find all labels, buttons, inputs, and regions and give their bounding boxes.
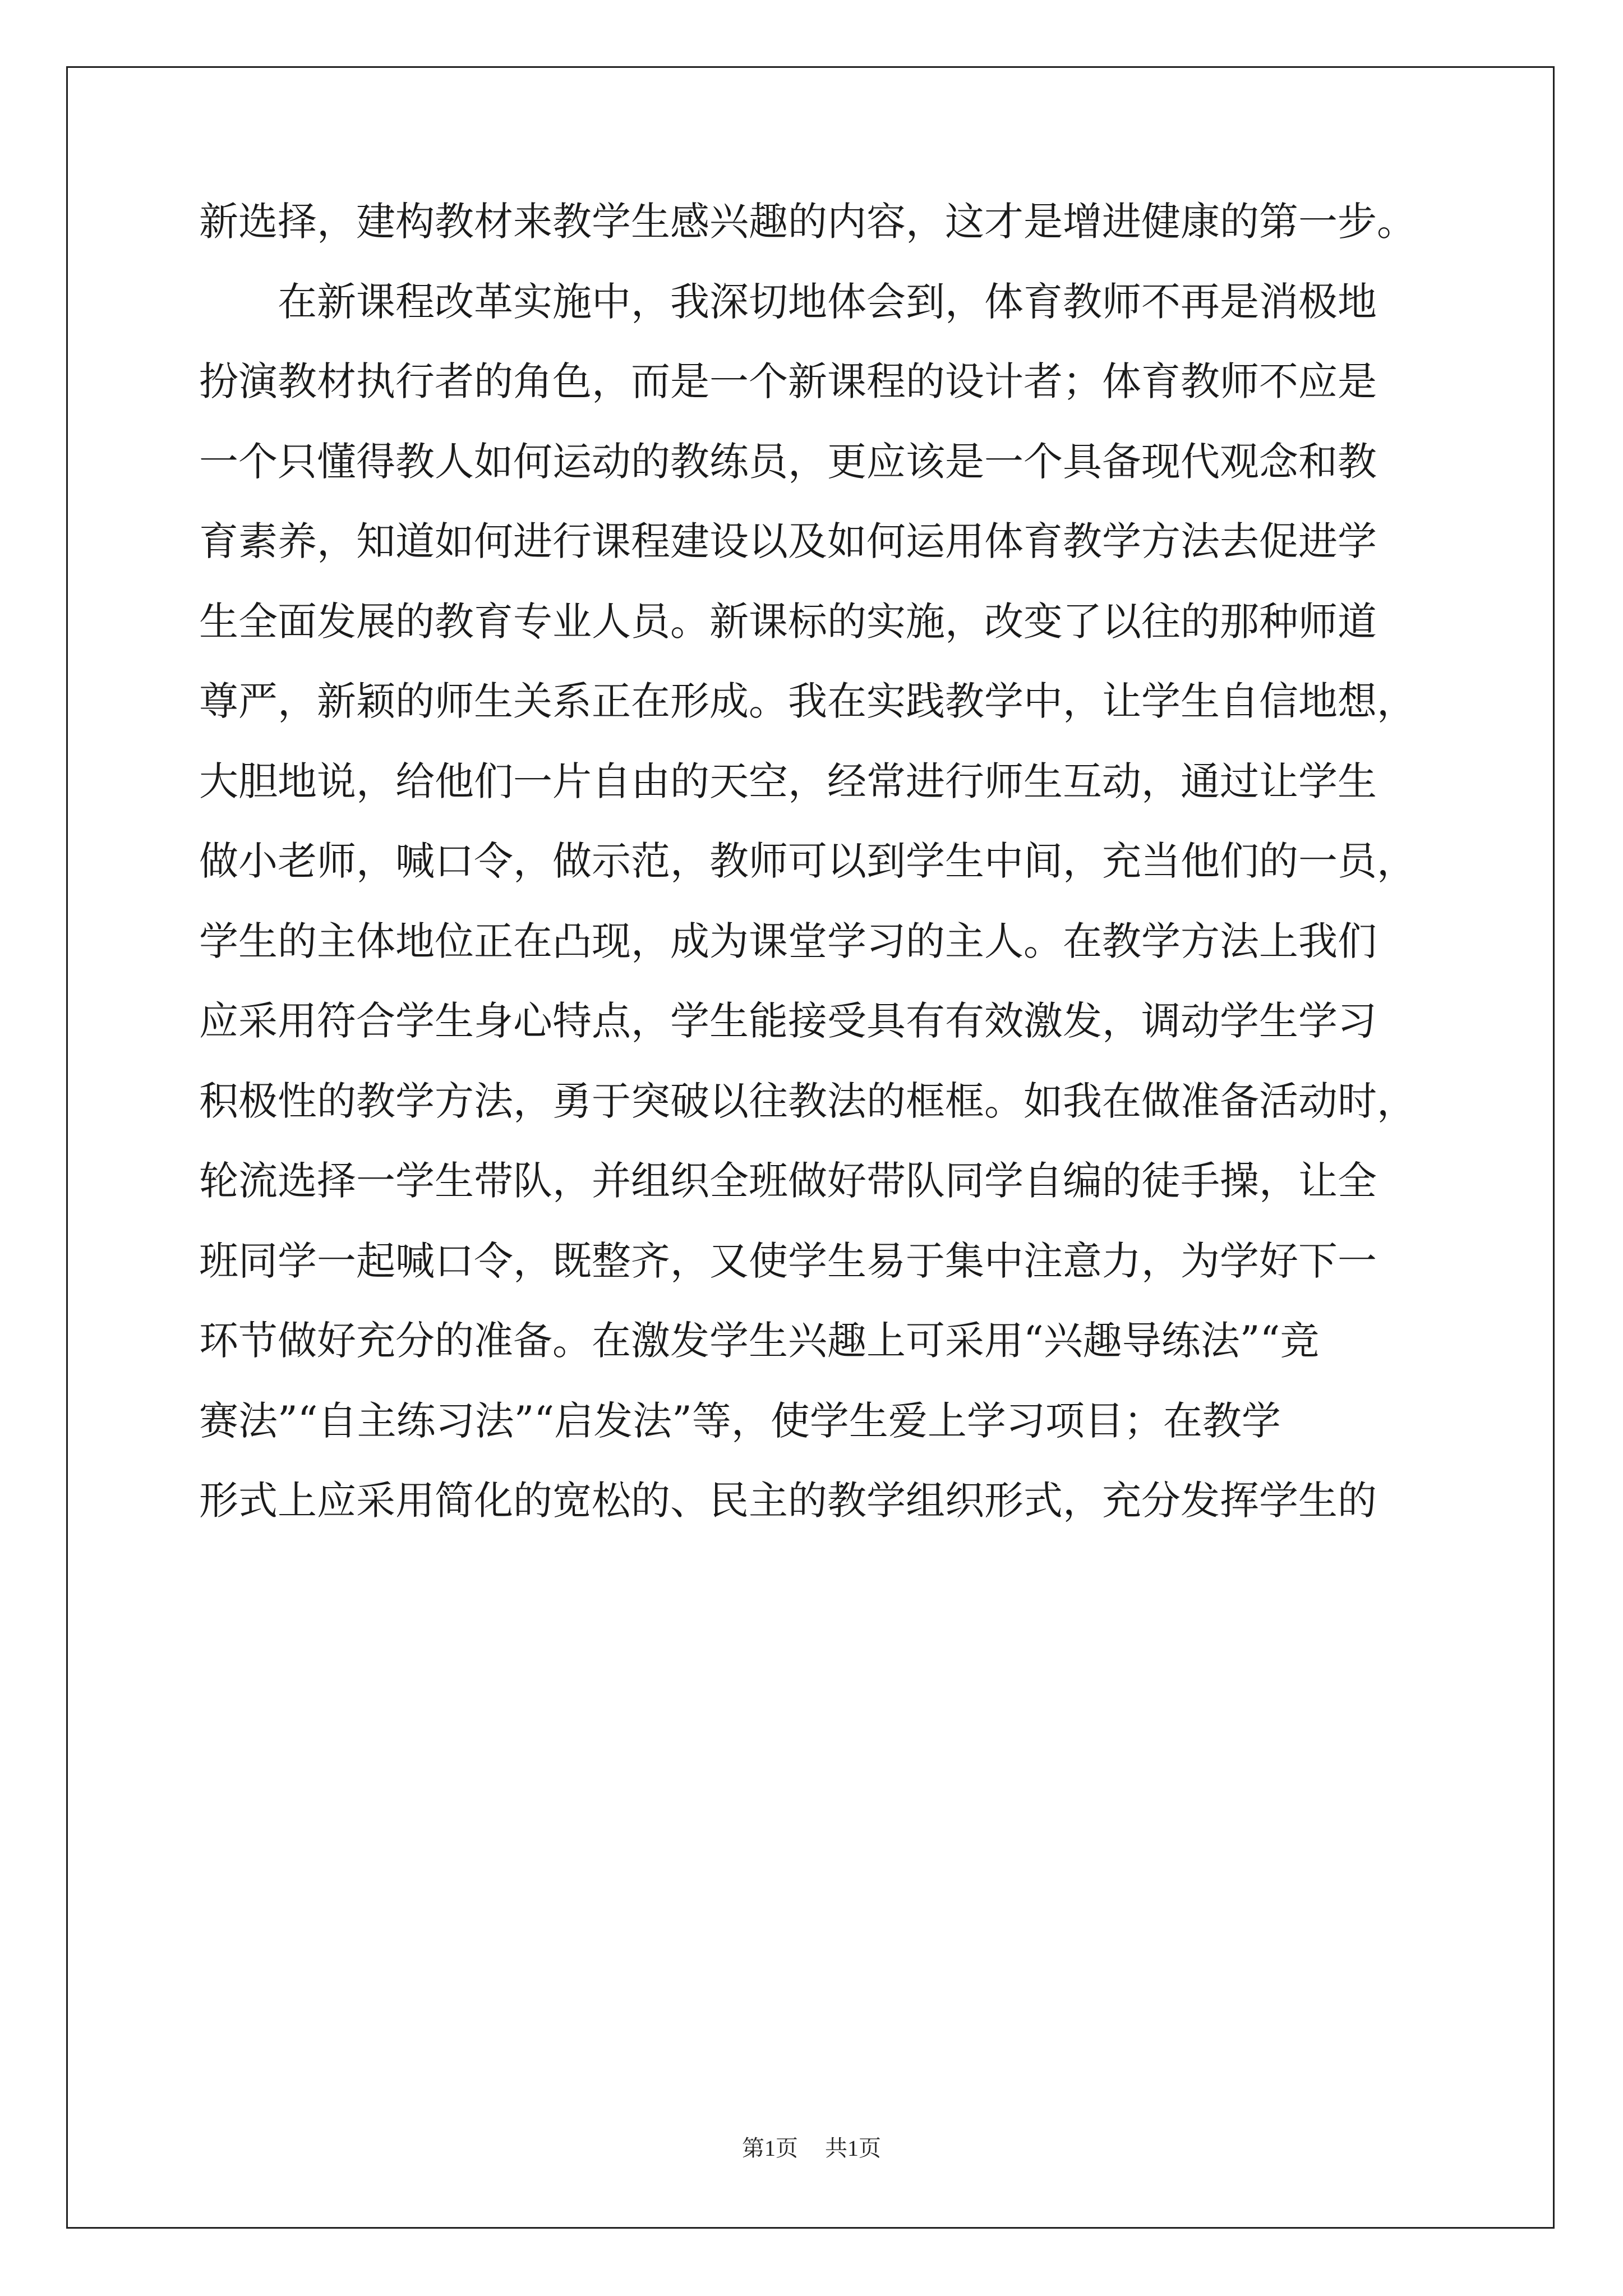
- text-line: 一个只懂得教人如何运动的教练员，更应该是一个具备现代观念和教: [199, 439, 1377, 485]
- text-line: 班同学一起喊口令，既整齐，又使学生易于集中注意力，为学好下一: [199, 1238, 1377, 1284]
- text-line: 尊严，新颖的师生关系正在形成。我在实践教学中，让学生自信地想，: [199, 678, 1416, 724]
- text-line: 学生的主体地位正在凸现，成为课堂学习的主人。在教学方法上我们: [199, 918, 1377, 964]
- page-total: 共1页: [825, 2136, 881, 2161]
- text-line: 育素养，知道如何进行课程建设以及如何运用体育教学方法去促进学: [199, 518, 1377, 564]
- text-line: 形式上应采用简化的宽松的、民主的教学组织形式，充分发挥学生的: [199, 1478, 1377, 1524]
- page-number: 第1页: [742, 2136, 798, 2161]
- text-line: 轮流选择一学生带队，并组织全班做好带队同学自编的徒手操，让全: [199, 1158, 1377, 1204]
- text-line: 在新课程改革实施中，我深切地体会到，体育教师不再是消极地: [278, 279, 1377, 325]
- page-footer: [0, 2134, 1623, 2162]
- text-line: 应采用符合学生身心特点，学生能接受具有有效激发，调动学生学习: [199, 998, 1377, 1044]
- text-line: 环节做好充分的准备。在激发学生兴趣上可采用“兴趣导练法”“竞: [199, 1318, 1320, 1364]
- text-line: 新选择，建构教材来教学生感兴趣的内容，这才是增进健康的第一步。: [199, 199, 1416, 245]
- text-line: 做小老师，喊口令，做示范，教师可以到学生中间，充当他们的一员，: [199, 838, 1416, 884]
- text-line: 赛法”“自主练习法”“启发法”等，使学生爱上学习项目；在教学: [199, 1398, 1281, 1444]
- text-line: 积极性的教学方法，勇于突破以往教法的框框。如我在做准备活动时，: [199, 1078, 1416, 1124]
- text-line: 扮演教材执行者的角色，而是一个新课程的设计者；体育教师不应是: [199, 358, 1377, 404]
- text-line: 大胆地说，给他们一片自由的天空，经常进行师生互动，通过让学生: [199, 758, 1377, 804]
- text-line: 生全面发展的教育专业人员。新课标的实施，改变了以往的那种师道: [199, 599, 1377, 645]
